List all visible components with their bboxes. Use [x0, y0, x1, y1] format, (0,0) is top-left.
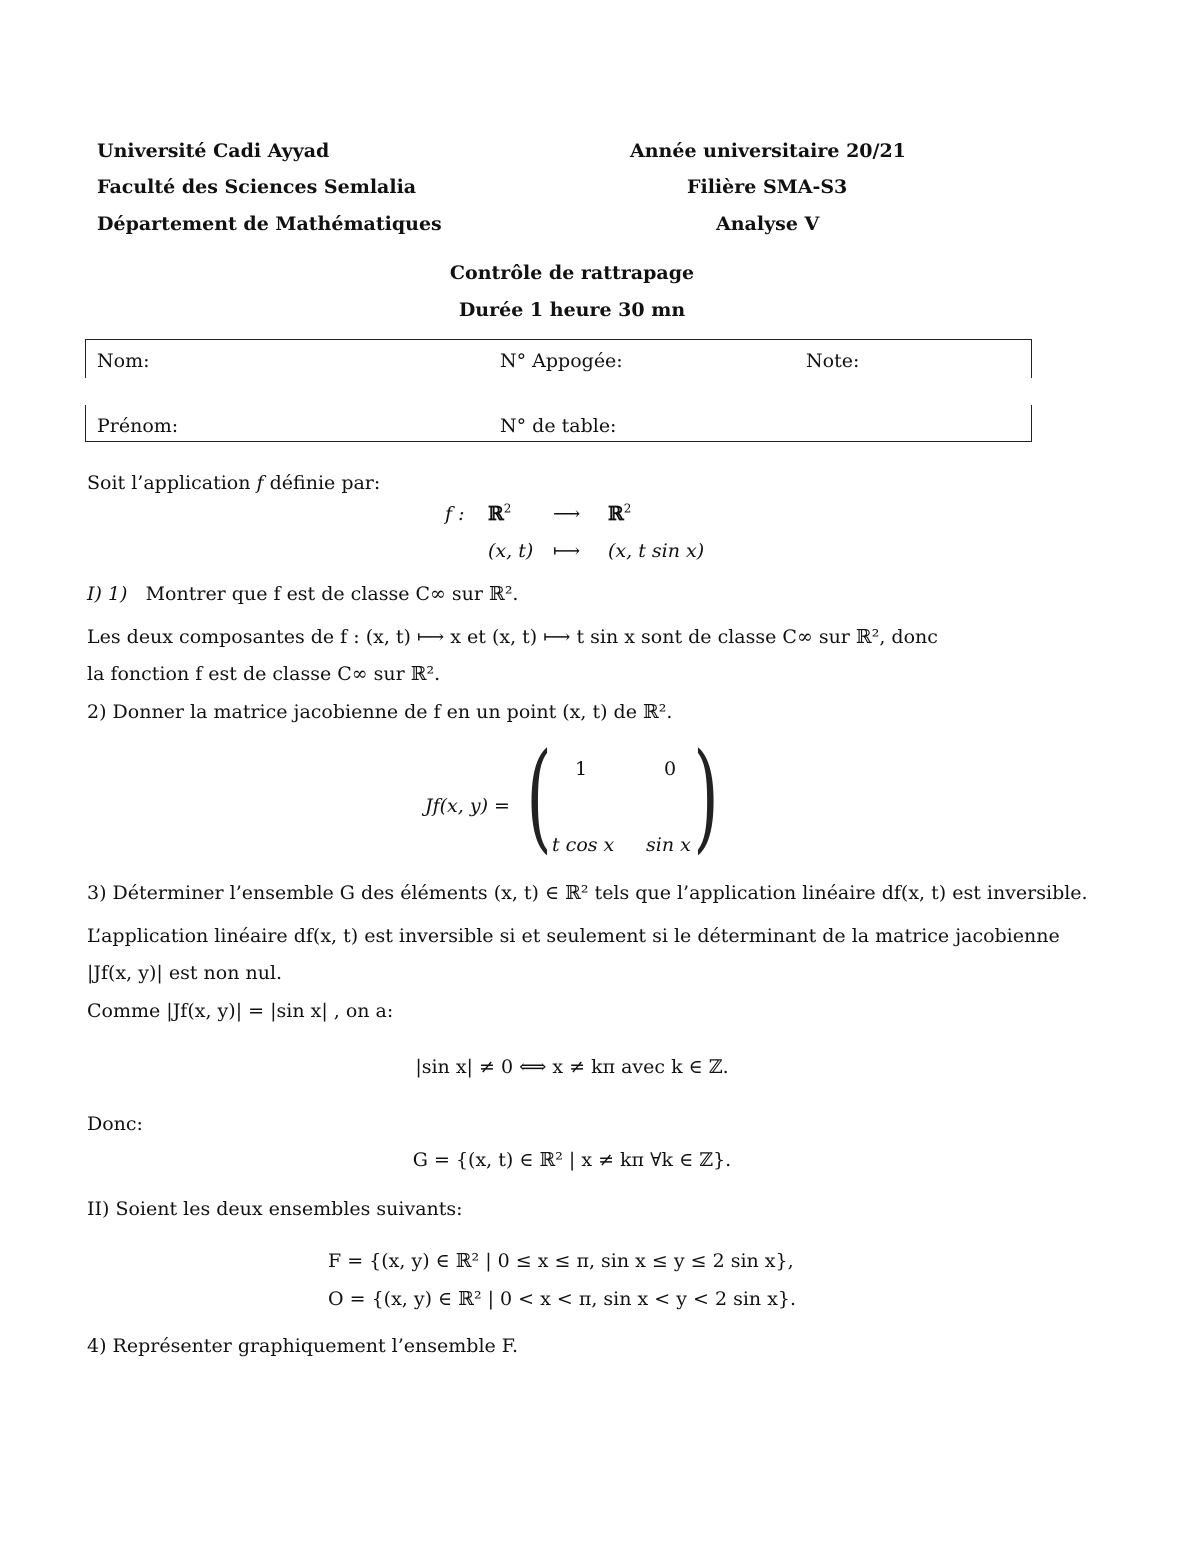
fn-domain: ℝ$^2$ — [488, 501, 512, 525]
university-name: Université Cadi Ayyad — [97, 140, 330, 162]
part-2-intro: II) Soient les deux ensembles suivants: — [87, 1198, 463, 1220]
filiere: Filière SMA-S3 — [687, 176, 848, 198]
equivalence-formula: |sin x| ≠ 0 ⟺ x ≠ kπ avec k ∈ ℤ. — [415, 1056, 729, 1078]
matrix-cell-12: 0 — [664, 758, 677, 780]
fn-mapsto: ⟼ — [553, 540, 581, 562]
question-1: I) 1) Montrer que f est de classe C∞ sur ℝ². — [87, 583, 519, 605]
matrix-cell-21: t cos x — [552, 834, 615, 856]
fn-arrow: ⟶ — [553, 503, 581, 525]
matrix-left-paren: ( — [526, 727, 552, 865]
set-F-formula: F = {(x, y) ∈ ℝ² | 0 ≤ x ≤ π, sin x ≤ y ≤ 2 sin x}, — [328, 1250, 794, 1272]
set-O-formula: O = {(x, y) ∈ ℝ² | 0 < x < π, sin x < y < 2 sin x}. — [328, 1288, 797, 1310]
intro-line: Soit l’application f définie par: — [87, 472, 381, 494]
answer-3-line-1: L’application linéaire df(x, t) est inversible si et seulement si le déterminant de la matrice jacobienne — [87, 925, 1060, 947]
department-name: Département de Mathématiques — [97, 213, 442, 235]
exam-title: Contrôle de rattrapage — [449, 262, 695, 284]
answer-1-line-2: la fonction f est de classe C∞ sur ℝ². — [87, 663, 441, 685]
fn-name: f : — [445, 503, 465, 525]
question-2: 2) Donner la matrice jacobienne de f en un point (x, t) de ℝ². — [87, 701, 673, 723]
jacobian-label: Jf(x, y) = — [425, 795, 510, 817]
faculty-name: Faculté des Sciences Semlalia — [97, 176, 417, 198]
donc-label: Donc: — [87, 1113, 143, 1135]
fn-codomain: ℝ$^2$ — [608, 501, 632, 525]
matrix-cell-11: 1 — [575, 758, 588, 780]
answer-1-line-1: Les deux composantes de f : (x, t) ⟼ x et (x, t) ⟼ t sin x sont de classe C∞ sur ℝ², donc — [87, 626, 938, 648]
matrix-right-paren: ) — [693, 727, 719, 865]
answer-3-line-2: |Jf(x, y)| est non nul. — [87, 962, 283, 984]
academic-year: Année universitaire 20/21 — [630, 140, 906, 162]
table-field-label: N° de table: — [500, 415, 617, 437]
note-field-label: Note: — [806, 350, 860, 372]
fn-image: (x, t sin x) — [608, 540, 705, 562]
question-4: 4) Représenter graphiquement l’ensemble F. — [87, 1335, 519, 1357]
set-G-formula: G = {(x, t) ∈ ℝ² | x ≠ kπ ∀k ∈ ℤ}. — [412, 1149, 732, 1171]
question-3: 3) Déterminer l’ensemble G des éléments (x, t) ∈ ℝ² tels que l’application linéaire df(x, t) est inversible. — [87, 882, 1088, 904]
answer-3-line-3: Comme |Jf(x, y)| = |sin x| , on a: — [87, 1000, 394, 1022]
exam-duration: Durée 1 heure 30 mn — [458, 299, 686, 321]
prenom-field-label: Prénom: — [97, 415, 179, 437]
nom-field-label: Nom: — [97, 350, 150, 372]
matrix-cell-22: sin x — [646, 834, 691, 856]
fn-arg: (x, t) — [488, 540, 534, 562]
appogee-field-label: N° Appogée: — [500, 350, 623, 372]
course-name: Analyse V — [716, 213, 820, 235]
